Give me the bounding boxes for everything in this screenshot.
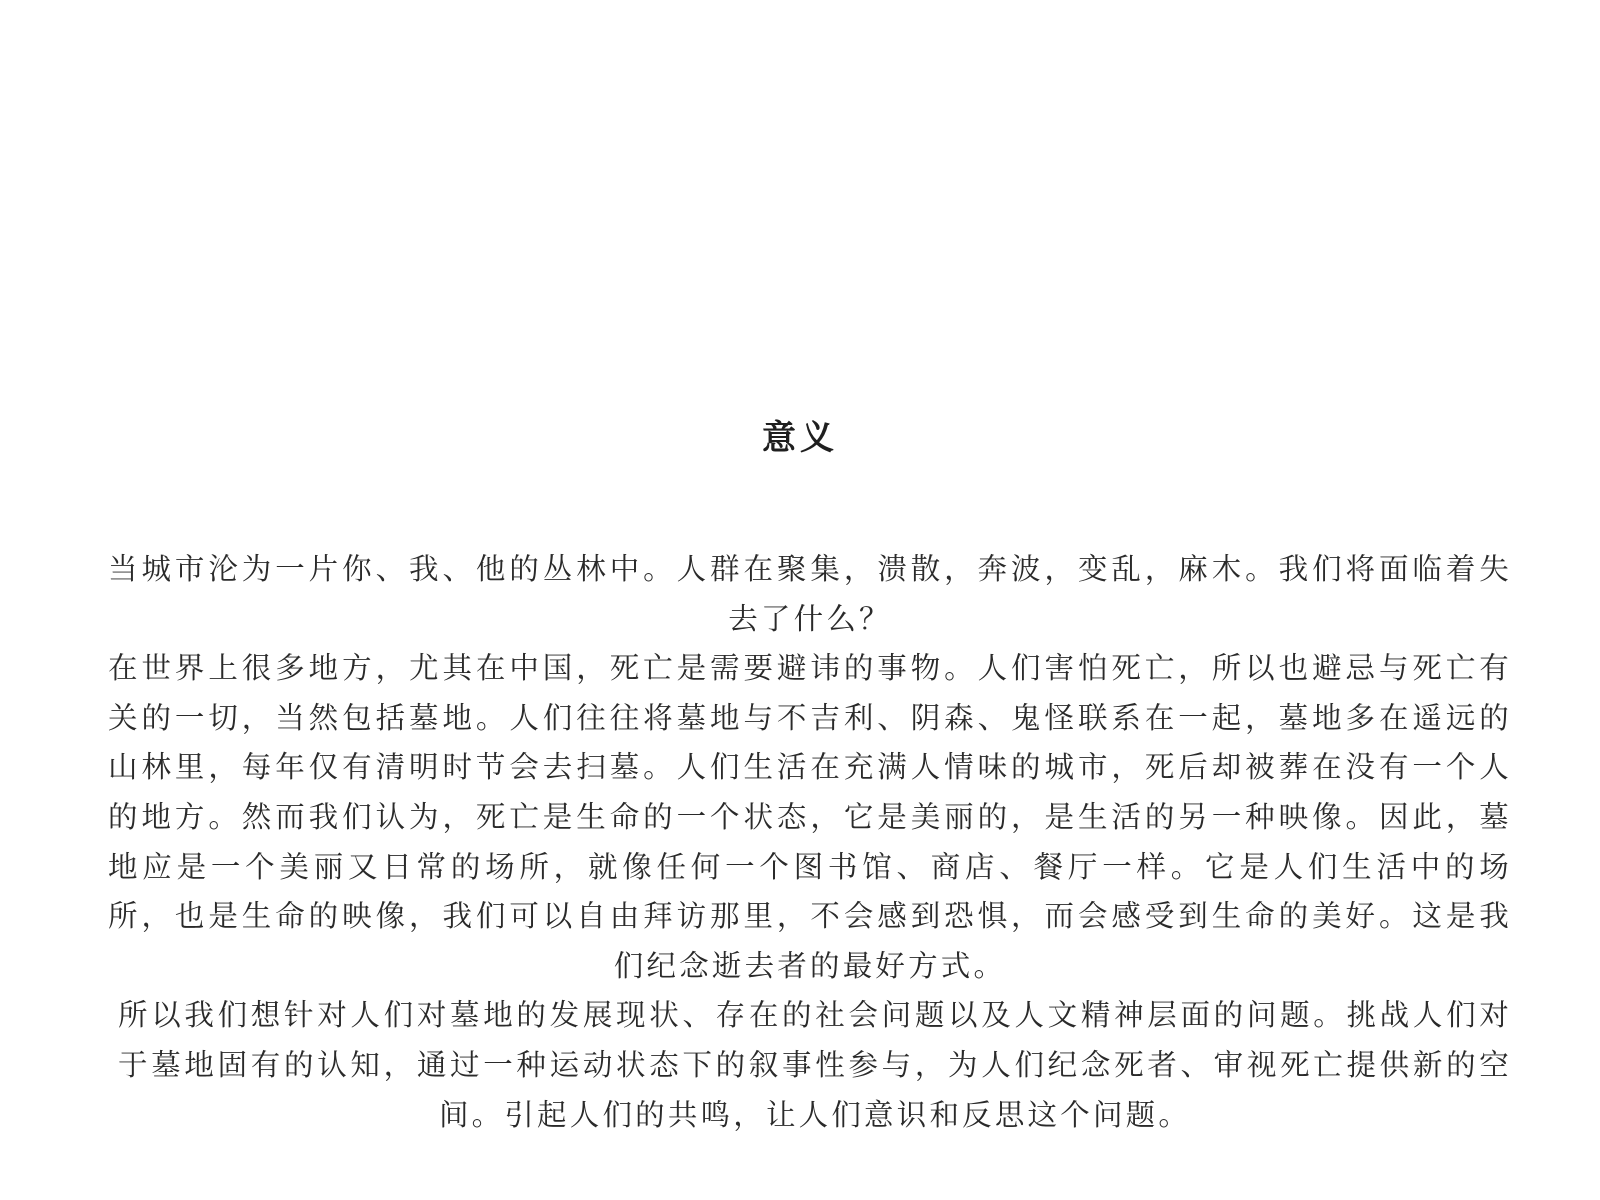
page-title: 意义: [762, 418, 838, 458]
body-text: [108, 545, 1512, 1140]
paragraph-intro: 当城市沦为一片你、我、他的丛林中。人群在聚集，溃散，奔波，变乱，麻木。我们将面临着失去了什么？: [108, 552, 1512, 636]
paragraph-main: 在世界上很多地方，尤其在中国，死亡是需要避讳的事物。人们害怕死亡，所以也避忌与死亡有关的一切，当然包括墓地。人们往往将墓地与不吉利、阴森、鬼怪联系在一起，墓地多在遥远的山林里，每年仅有清明时节会去扫墓。人们生活在充满人情味的城市，死后却被葬在没有一个人的地方。然而我们认为，死亡是生命的一个状态，它是美丽的，是生活的另一种映像。因此，墓地应是一个美丽又日常的场所，就像任何一个图书馆、商店、餐厅一样。它是人们生活中的场所，也是生命的映像，我们可以自由拜访那里，不会感到恐惧，而会感受到生命的美好。这是我们纪念逝去者的最好方式。: [108, 651, 1512, 983]
paragraph-conclusion: 所以我们想针对人们对墓地的发展现状、存在的社会问题以及人文精神层面的问题。挑战人们对于墓地固有的认知，通过一种运动状态下的叙事性参与，为人们纪念死者、审视死亡提供新的空间。引起人们的共鸣，让人们意识和反思这个问题。: [118, 998, 1512, 1132]
